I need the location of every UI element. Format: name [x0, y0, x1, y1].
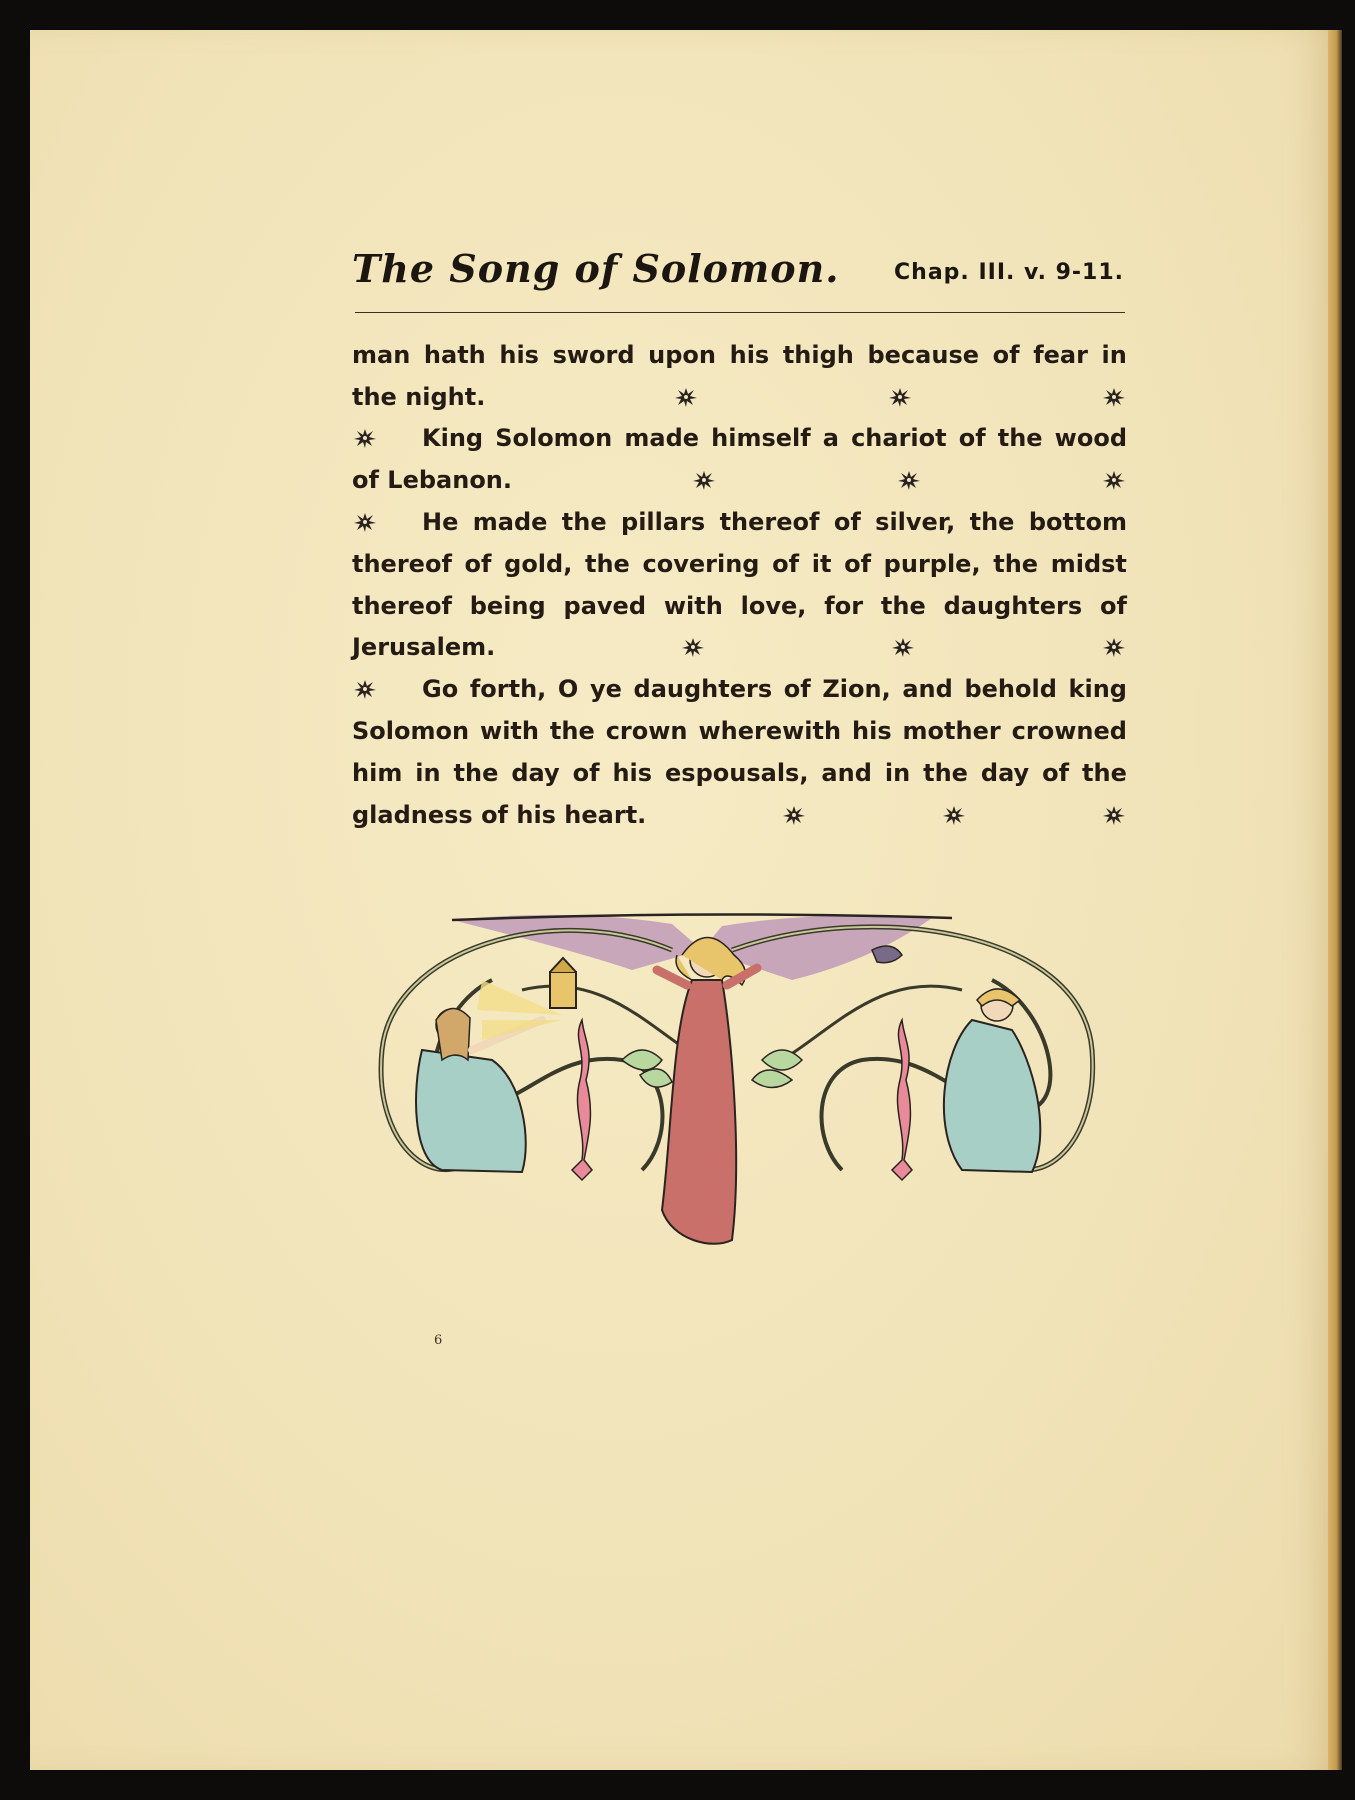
text-line: [352, 585, 1127, 627]
word: the: [549, 717, 595, 746]
text-line: [352, 627, 1127, 669]
word: covering: [642, 549, 760, 578]
word: his: [729, 340, 770, 369]
fleuron-icon: [1101, 469, 1127, 491]
word: pillars: [621, 508, 706, 537]
flame-left: [572, 1020, 592, 1180]
word: in: [884, 758, 911, 787]
word: hath: [423, 340, 486, 369]
word: with: [663, 591, 723, 620]
word: in: [1101, 340, 1127, 369]
fleuron-icon: [781, 804, 807, 826]
word: a: [822, 424, 839, 453]
central-figure: [662, 980, 736, 1244]
word: his: [852, 717, 892, 746]
fleuron-icon: [887, 386, 913, 408]
word: of: [992, 340, 1020, 369]
lantern: [550, 972, 576, 1008]
word: of: [572, 758, 600, 787]
word: Go: [422, 675, 459, 704]
word: daughters: [943, 591, 1083, 620]
word: wood: [1054, 424, 1127, 453]
word: of: [783, 675, 811, 704]
fleuron-icon: [352, 511, 378, 533]
word: made: [472, 508, 548, 537]
word: thereof: [352, 591, 452, 620]
word: day: [980, 758, 1030, 787]
header-rule: [355, 312, 1125, 313]
word: the: [585, 549, 630, 578]
scripture-text: [352, 334, 1127, 836]
word: midst: [1050, 549, 1127, 578]
word: in: [415, 758, 441, 787]
book-title: The Song of Solomon.: [352, 246, 840, 291]
word: He: [422, 508, 459, 537]
fleuron-icon: [673, 386, 699, 408]
word: of: [833, 508, 861, 537]
text-line: [352, 459, 1127, 501]
leaf: [622, 1050, 662, 1070]
word: him: [352, 758, 403, 787]
fleuron-icon: [941, 804, 967, 826]
word: mother: [902, 717, 1001, 746]
word: of: [844, 549, 872, 578]
word: chariot: [851, 424, 947, 453]
seated-figure-left: [416, 1050, 526, 1172]
word: and: [902, 675, 953, 704]
word: the: [993, 549, 1039, 578]
word: ye: [589, 675, 622, 704]
word: Zion,: [822, 675, 891, 704]
text-line: [352, 668, 1127, 710]
word: crowned: [1011, 717, 1127, 746]
text-line: [352, 334, 1127, 376]
fleuron-icon: [352, 678, 378, 700]
word: thereof: [719, 508, 820, 537]
word: paved: [563, 591, 647, 620]
verse-end-text: the night.: [352, 382, 486, 411]
leaf: [640, 1069, 672, 1087]
fleuron-icon: [1101, 804, 1127, 826]
word: his: [612, 758, 653, 787]
word: his: [499, 340, 539, 369]
word: made: [624, 424, 700, 453]
word: king: [1068, 675, 1127, 704]
text-line: [352, 794, 1127, 836]
text-line: [352, 752, 1127, 794]
word: the: [1082, 758, 1127, 787]
word: King: [422, 424, 484, 453]
word: love,: [740, 591, 807, 620]
word: the: [880, 591, 926, 620]
word: crown: [605, 717, 688, 746]
word: upon: [648, 340, 716, 369]
word: behold: [964, 675, 1057, 704]
word: and: [821, 758, 872, 787]
word: himself: [711, 424, 811, 453]
fleuron-icon: [691, 469, 717, 491]
verse-end-text: of Lebanon.: [352, 466, 513, 495]
word: sword: [552, 340, 635, 369]
word: the: [969, 508, 1015, 537]
word: O: [557, 675, 579, 704]
text-line: [352, 710, 1127, 752]
fleuron-icon: [680, 636, 706, 658]
fleuron-icon: [1101, 636, 1127, 658]
seated-figure-right: [944, 1020, 1040, 1172]
dove: [872, 946, 902, 963]
fleuron-icon: [896, 469, 922, 491]
fleuron-icon: [1101, 386, 1127, 408]
leaf: [762, 1050, 802, 1070]
text-line: [352, 418, 1127, 460]
word: wherewith: [698, 717, 842, 746]
word: thereof: [352, 549, 452, 578]
word: the: [561, 508, 607, 537]
page-number: 6: [434, 1333, 443, 1348]
flame-right: [892, 1020, 912, 1180]
text-line: [352, 376, 1127, 418]
verse-end-text: Jerusalem.: [352, 633, 496, 662]
word: purple,: [883, 549, 981, 578]
word: bottom: [1028, 508, 1127, 537]
word: the: [997, 424, 1043, 453]
leaf: [752, 1070, 792, 1088]
word: of: [958, 424, 986, 453]
verse-end-text: gladness of his heart.: [352, 800, 647, 829]
word: it: [811, 549, 832, 578]
word: of: [772, 549, 800, 578]
word: Solomon: [352, 717, 470, 746]
art-nouveau-illustration: [372, 910, 1112, 1260]
word: the: [453, 758, 499, 787]
word: the: [923, 758, 968, 787]
word: being: [469, 591, 546, 620]
word: day: [511, 758, 560, 787]
word: gold,: [504, 549, 573, 578]
word: man: [352, 340, 411, 369]
word: of: [1042, 758, 1070, 787]
word: silver,: [875, 508, 956, 537]
text-line: [352, 501, 1127, 543]
word: forth,: [469, 675, 547, 704]
word: thigh: [782, 340, 854, 369]
word: because: [867, 340, 980, 369]
chapter-reference: Chap. III. v. 9-11.: [894, 260, 1124, 285]
word: Solomon: [495, 424, 613, 453]
word: espousals,: [665, 758, 809, 787]
page-fore-edge: [1328, 30, 1342, 1770]
word: for: [824, 591, 864, 620]
fleuron-icon: [890, 636, 916, 658]
word: of: [464, 549, 492, 578]
word: daughters: [633, 675, 773, 704]
word: with: [480, 717, 539, 746]
text-line: [352, 543, 1127, 585]
word: fear: [1033, 340, 1088, 369]
word: of: [1100, 591, 1127, 620]
running-header: [352, 246, 1124, 308]
fleuron-icon: [352, 427, 378, 449]
